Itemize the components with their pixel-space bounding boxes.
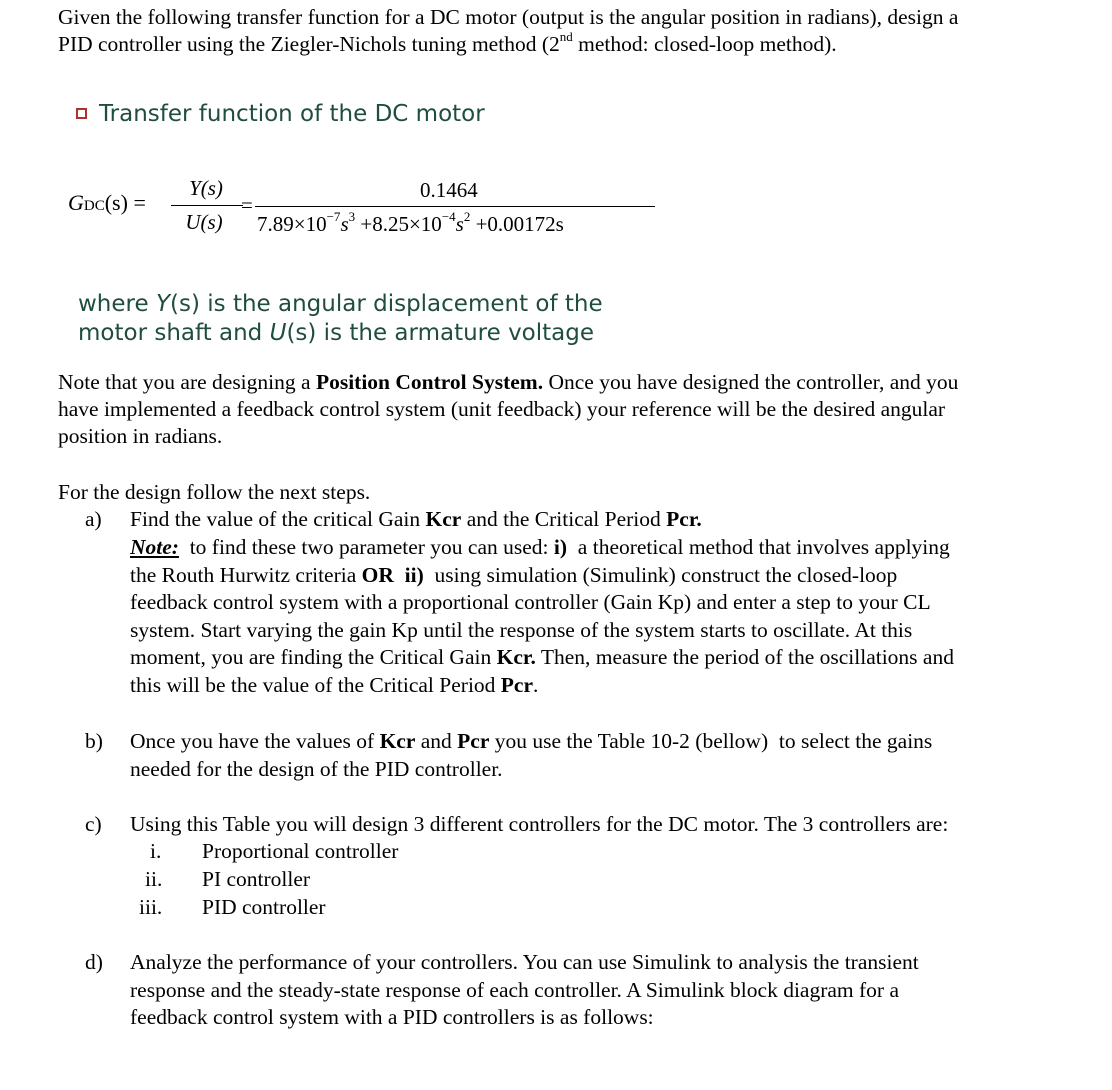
square-bullet-icon: [76, 108, 87, 119]
equation-G: G: [68, 190, 84, 215]
step-a-line-1: Find the value of the critical Gain Kcr and the Critical Period Pcr.: [130, 507, 702, 531]
equation-lhs-arg: (s) =: [104, 190, 146, 215]
sublist-item: Proportional controller: [202, 839, 399, 863]
ordinal-superscript: nd: [559, 29, 573, 44]
step-d-line-3: feedback control system with a PID controllers is as follows:: [130, 1005, 654, 1029]
note-line-3: position in radians.: [58, 424, 223, 448]
step-c-marker: c): [85, 812, 102, 836]
step-b-marker: b): [85, 729, 103, 753]
where-line-1: where Y(s) is the angular displacement of the: [78, 291, 603, 317]
intro-line-1: Given the following transfer function for a DC motor (output is the angular position in radians), design a: [58, 5, 959, 29]
intro-line-2-tail: method: closed-loop method).: [572, 32, 837, 56]
where-line-2: motor shaft and U(s) is the armature voltage: [78, 320, 595, 346]
steps-intro: For the design follow the next steps.: [58, 480, 371, 504]
ratio-denominator: U(s): [185, 210, 223, 234]
step-b-line-1: Once you have the values of Kcr and Pcr you use the Table 10-2 (bellow) to select the gains: [130, 729, 933, 753]
equation-denominator: $7.89\times 10^{-7}s^3 +8.25\times 10^{-4}s^2 +0.00172s$: [257, 209, 564, 236]
ratio-numerator: Y(s): [189, 176, 223, 200]
equation-subscript: DC: [83, 198, 105, 214]
equation-equals: =: [241, 193, 253, 217]
step-b-line-2: needed for the design of the PID controller.: [130, 757, 503, 781]
step-a-line-7: this will be the value of the Critical Period Pcr.: [130, 673, 539, 697]
sublist-marker: ii.: [145, 867, 163, 891]
step-a-line-6: moment, you are finding the Critical Gain Kcr. Then, measure the period of the oscillations and: [130, 645, 954, 669]
step-a-line-4: feedback control system with a proportional controller (Gain Kp) and enter a step to your CL: [130, 590, 931, 614]
sublist-marker: iii.: [139, 895, 163, 919]
intro-line-2-text: PID controller using the Ziegler-Nichols tuning method (2: [58, 32, 560, 56]
step-d-marker: d): [85, 950, 103, 974]
note-line-1: Note that you are designing a Position Control System. Once you have designed the controller, and you: [58, 370, 959, 394]
step-a-line-3: the Routh Hurwitz criteria OR ii) using simulation (Simulink) construct the closed-loop: [130, 563, 898, 587]
main-fraction-bar: [255, 206, 655, 207]
intro-line-2: [58, 31, 837, 59]
equation-numerator: 0.1464: [420, 178, 478, 202]
ratio-fraction-bar: [171, 205, 243, 206]
sublist-item: PID controller: [202, 895, 326, 919]
step-d-line-2: response and the steady-state response of each controller. A Simulink block diagram for a: [130, 978, 900, 1002]
sublist-item: PI controller: [202, 867, 311, 891]
note-line-2: have implemented a feedback control system (unit feedback) your reference will be the desired angular: [58, 397, 946, 421]
transfer-function-heading: [76, 101, 485, 127]
note-label: Note:: [130, 535, 179, 559]
step-c-line-1: Using this Table you will design 3 different controllers for the DC motor. The 3 controllers are:: [130, 812, 949, 836]
sublist-marker: i.: [150, 839, 162, 863]
transfer-function-heading-label: Transfer function of the DC motor: [99, 101, 485, 127]
step-a-line-5: system. Start varying the gain Kp until the response of the system starts to oscillate. At this: [130, 618, 913, 642]
equation-lhs: [68, 190, 146, 216]
step-a-line-2: Note: to find these two parameter you can used: i) a theoretical method that involves applying: [130, 535, 950, 559]
step-a-marker: a): [85, 507, 102, 531]
step-d-line-1: Analyze the performance of your controllers. You can use Simulink to analysis the transient: [130, 950, 919, 974]
